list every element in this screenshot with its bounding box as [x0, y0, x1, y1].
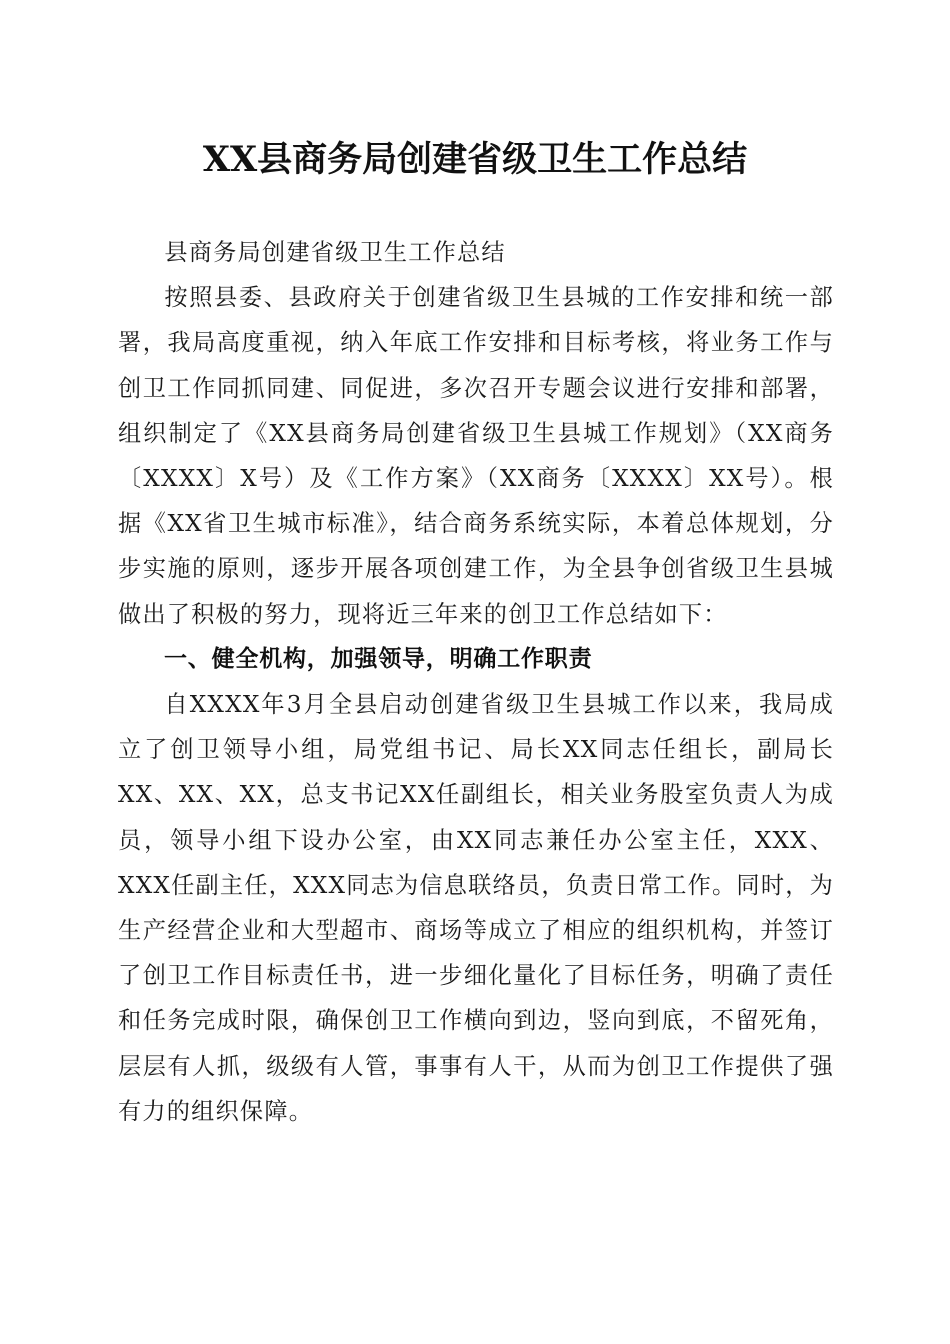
section-1-paragraph: 自XXXX年3月全县启动创建省级卫生县城工作以来，我局成立了创卫领导小组，局党组书记、局长XX同志任组长，副局长XX、XX、XX，总支书记XX任副组长，相关业务股室负责人为成员，领导小组下设办公室，由XX同志兼任办公室主任，XXX、XXX任副主任，XXX同志为信息联络员，负责日常工作。同时，为生产经营企业和大型超市、商场等成立了相应的组织机构，并签订了创卫工作目标责任书，进一步细化量化了目标任务，明确了责任和任务完成时限，确保创卫工作横向到边，竖向到底，不留死角，层层有人抓，级级有人管，事事有人干，从而为创卫工作提供了强有力的组织保障。 [118, 691, 834, 1125]
section-1-heading: 一、健全机构，加强领导，明确工作职责 [164, 645, 593, 672]
document-subtitle: 县商务局创建省级卫生工作总结 [164, 239, 506, 266]
document-title: XX县商务局创建省级卫生工作总结 [202, 139, 748, 180]
document-body [118, 230, 834, 1134]
intro-paragraph: 按照县委、县政府关于创建省级卫生县城的工作安排和统一部署，我局高度重视，纳入年底工作安排和目标考核，将业务工作与创卫工作同抓同建、同促进，多次召开专题会议进行安排和部署，组织制定了《XX县商务局创建省级卫生县城工作规划》（XX商务〔XXXX〕X号）及《工作方案》（XX商务〔XXXX〕XX号）。根据《XX省卫生城市标准》，结合商务系统实际，本着总体规划，分步实施的原则，逐步开展各项创建工作，为全县争创省级卫生县城做出了积极的努力，现将近三年来的创卫工作总结如下： [118, 284, 834, 628]
